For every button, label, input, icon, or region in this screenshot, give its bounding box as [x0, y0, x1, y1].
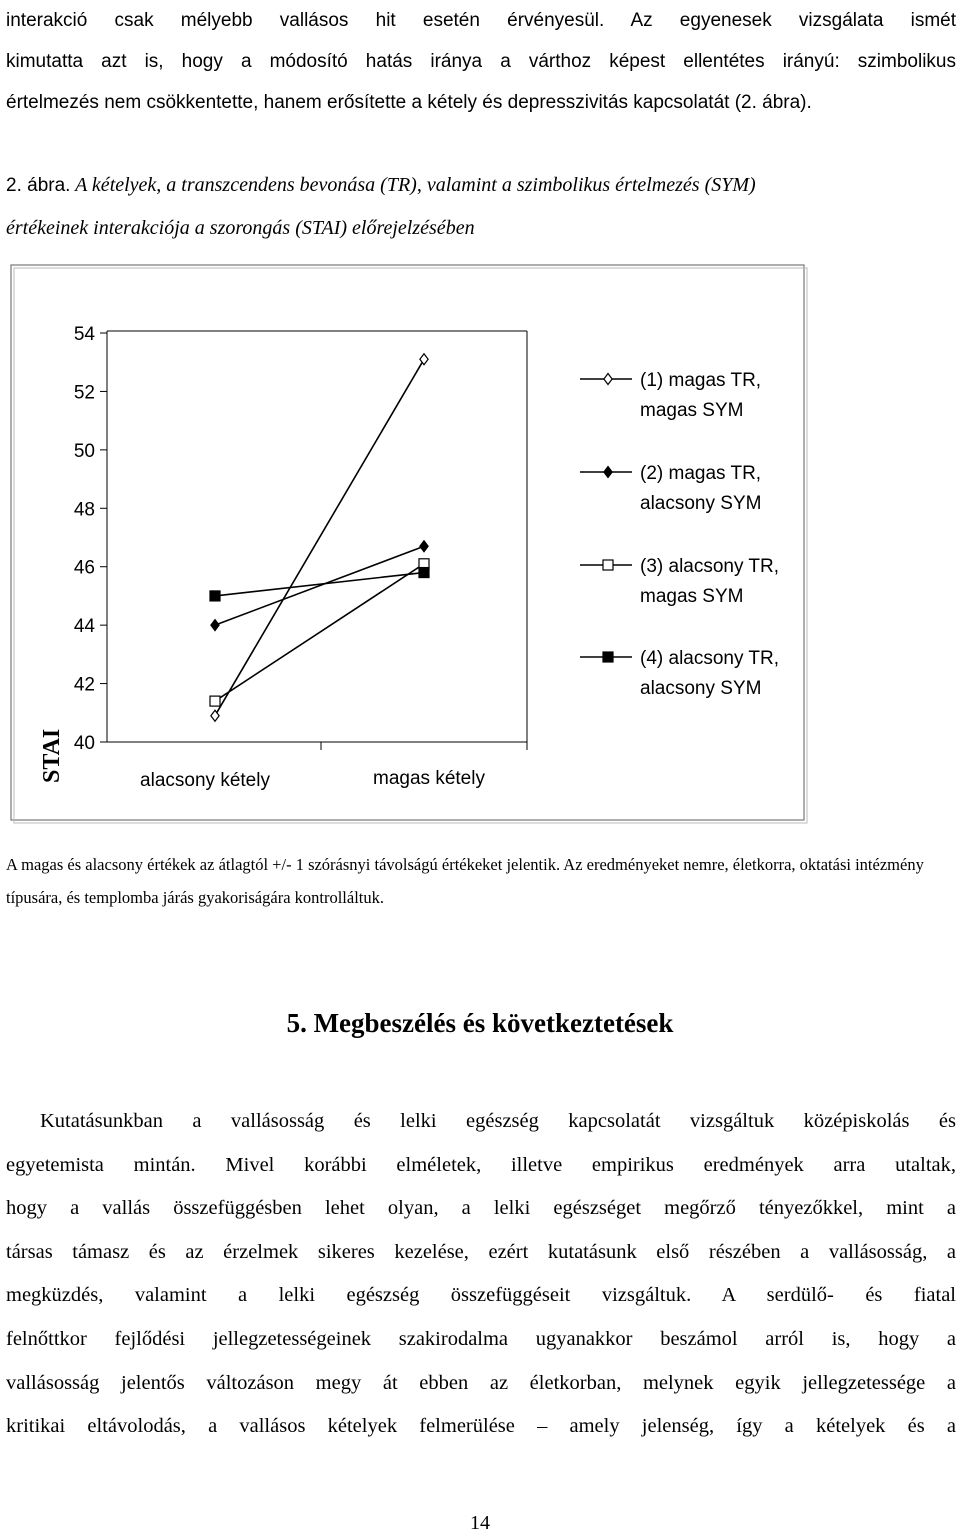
legend-marker — [604, 467, 612, 478]
legend-label: (1) magas TR, — [640, 370, 762, 391]
y-tick-label: 40 — [73, 733, 95, 754]
legend-label: magas SYM — [640, 586, 744, 607]
x-category-label: alacsony kétely — [140, 770, 270, 791]
y-tick-label: 54 — [73, 324, 95, 345]
figure-chart — [0, 260, 960, 830]
y-tick-label: 52 — [73, 382, 95, 404]
body-paragraph — [6, 1100, 956, 1449]
legend-marker — [604, 374, 612, 385]
y-axis-label: STAI — [39, 728, 65, 783]
data-point-marker — [420, 541, 428, 552]
figure-number: 2. ábra. — [6, 175, 71, 196]
data-point-marker — [419, 568, 429, 578]
legend-marker — [603, 560, 613, 570]
page-number: 14 — [470, 1512, 490, 1534]
body-line: megküzdés, valamint a lelki egészség összefüggéseit vizsgáltuk. A serdülő- és fiatal — [6, 1284, 956, 1307]
y-tick-label: 42 — [73, 674, 95, 696]
series-line — [215, 359, 424, 715]
data-point-marker — [210, 696, 220, 706]
y-tick-label: 46 — [73, 557, 95, 579]
figure-caption-text: értékeinek interakciója a szorongás (STAI) előrejelzésében — [6, 217, 475, 239]
chart-frame — [11, 265, 804, 820]
data-point-marker — [211, 620, 219, 631]
legend-label: (2) magas TR, — [640, 463, 762, 484]
legend-label: (3) alacsony TR, — [640, 556, 780, 577]
data-point-marker — [210, 591, 220, 601]
legend-label: alacsony SYM — [640, 493, 762, 514]
section-title: 5. Megbeszélés és következtetések — [286, 1008, 674, 1038]
legend-label: alacsony SYM — [640, 678, 762, 699]
legend-label: (4) alacsony TR, — [640, 648, 780, 669]
series-line — [215, 546, 424, 625]
chart-frame-shadow — [14, 268, 807, 823]
body-line: vallásosság jelentős változáson megy át ebben az életkorban, melynek egyik jellegzetessége a — [6, 1371, 956, 1394]
legend-label: magas SYM — [640, 400, 744, 421]
figure-note: A magas és alacsony értékek az átlagtól +/- 1 szórásnyi távolságú értékeket jelentik. Az eredményeket nemre, életkorra, oktatási intézmény típusára, és templomba járás gyakoriságára kontrolláltuk. — [6, 855, 924, 907]
body-line: kritikai eltávolodás, a vallásos kételyek felmerülése – amely jelenség, így a kételyek és a — [6, 1415, 956, 1438]
body-line: egyetemista mintán. Mivel korábbi elméletek, illetve empirikus eredmények arra utaltak, — [6, 1153, 956, 1176]
figure-caption-text: A kételyek, a transzcendens bevonása (TR), valamint a szimbolikus értelmezés (SYM) — [75, 174, 756, 196]
line-chart — [0, 260, 960, 830]
legend-marker — [603, 652, 613, 662]
intro-line: kimutatta azt is, hogy a módosító hatás iránya a várthoz képest ellentétes irányú: szimbolikus — [6, 51, 956, 72]
y-tick-label: 44 — [73, 616, 95, 638]
y-tick-label: 50 — [73, 440, 95, 462]
body-line: társas támasz és az érzelmek sikeres kezelése, ezért kutatásunk első részében a vallásosság, a — [6, 1240, 956, 1263]
body-line: Kutatásunkban a vallásosság és lelki egészség kapcsolatát vizsgáltuk középiskolás és — [40, 1110, 956, 1132]
x-category-label: magas kétely — [373, 768, 485, 789]
body-line: felnőttkor fejlődési jellegzetességeinek szakirodalma ugyanakkor beszámol arról is, hogy a — [6, 1327, 956, 1350]
intro-line: értelmezés nem csökkentette, hanem erősítette a kétely és depresszivitás kapcsolatát (2. ábra). — [6, 92, 812, 113]
y-tick-label: 48 — [73, 499, 95, 521]
intro-paragraph — [6, 0, 956, 123]
body-line: hogy a vallás összefüggésben lehet olyan, a lelki egészséget megőrző tényezőkkel, mint a — [6, 1197, 956, 1220]
figure-caption — [6, 164, 956, 249]
intro-line: interakció csak mélyebb vallásos hit esetén érvényesül. Az egyenesek vizsgálata ismét — [6, 10, 956, 31]
